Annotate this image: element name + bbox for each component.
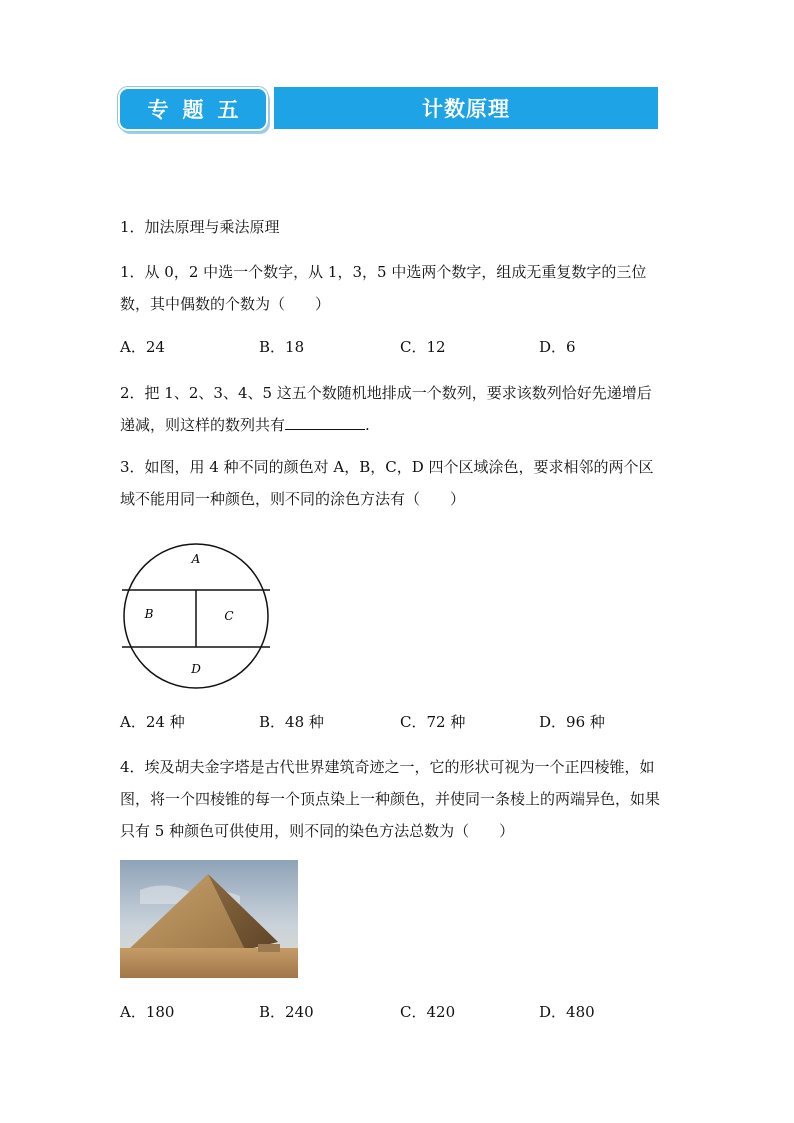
region-label-b: B (144, 607, 154, 621)
pyramid-photo (120, 860, 298, 978)
region-label-d: D (191, 662, 201, 676)
answer-blank[interactable] (285, 415, 365, 430)
region-label-c: C (224, 609, 234, 623)
photo-ruin (258, 944, 280, 952)
q3-option-a: A．24 种 (120, 713, 185, 731)
q1-option-c: C．12 (400, 338, 446, 356)
photo-sand (120, 948, 298, 978)
question-2 (120, 377, 665, 441)
question-1: 1．从 0，2 中选一个数字，从 1，3，5 中选两个数字，组成无重复数字的三位数，其中偶数的个数为（ ） (120, 263, 647, 313)
q3-option-d: D．96 种 (539, 713, 605, 731)
q4-option-a: A．180 (120, 1003, 175, 1021)
q1-option-d: D．6 (539, 338, 576, 356)
q4-option-c: C．420 (400, 1003, 456, 1021)
topic-badge: 专题五 (118, 87, 268, 131)
q1-option-b: B．18 (259, 338, 305, 356)
q3-option-b: B．48 种 (259, 713, 324, 731)
question-2-text: 2．把 1、2、3、4、5 这五个数随机地排成一个数列，要求该数列恰好先递增后递减，则这样的数列共有 (120, 384, 652, 434)
q1-option-a: A．24 (120, 338, 165, 356)
region-label-a: A (191, 552, 201, 566)
region-diagram (118, 543, 276, 689)
question-2-end: . (365, 416, 370, 434)
q3-option-c: C．72 种 (400, 713, 466, 731)
q4-option-d: D．480 (539, 1003, 595, 1021)
q4-option-b: B．240 (259, 1003, 314, 1021)
question-4: 4．埃及胡夫金字塔是古代世界建筑奇迹之一，它的形状可视为一个正四棱锥，如图，将一个四棱锥的每一个顶点染上一种颜色，并使同一条棱上的两端异色，如果只有 5 种颜色可供使用，则不同的染色方法总数为（ ） (120, 758, 661, 840)
page-title: 计数原理 (274, 87, 658, 129)
section-title: 1．加法原理与乘法原理 (120, 218, 280, 236)
question-3: 3．如图，用 4 种不同的颜色对 A，B，C，D 四个区域涂色，要求相邻的两个区域不能用同一种颜色，则不同的涂色方法有（ ） (120, 458, 654, 508)
